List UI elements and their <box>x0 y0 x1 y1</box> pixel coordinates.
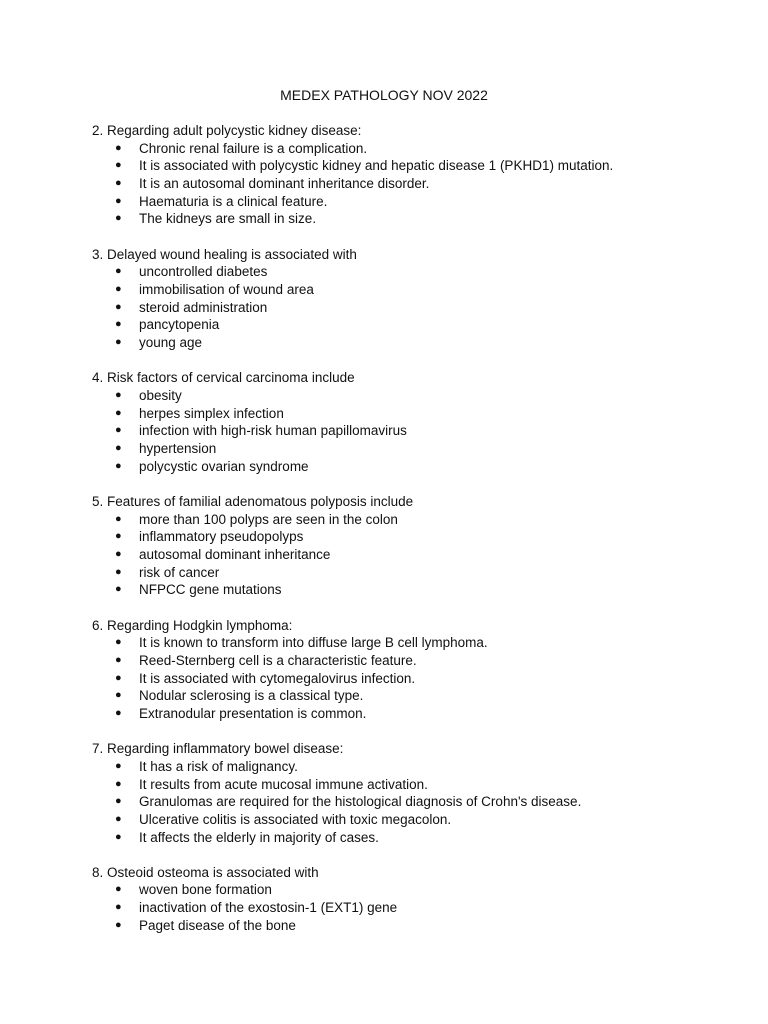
bullet-icon: ● <box>115 265 122 278</box>
option-text: It is associated with polycystic kidney and hepatic disease 1 (PKHD1) mutation. <box>139 158 614 174</box>
option-item <box>92 758 732 776</box>
bullet-icon: ● <box>115 512 122 525</box>
bullet-icon: ● <box>115 212 122 225</box>
bullet-icon: ● <box>115 830 122 843</box>
bullet-icon: ● <box>115 336 122 349</box>
bullet-icon: ● <box>115 442 122 454</box>
option-text: It is known to transform into diffuse large B cell lymphoma. <box>139 635 488 651</box>
bullet-icon: ● <box>115 795 122 808</box>
option-text: Nodular sclerosing is a classical type. <box>139 688 364 704</box>
bullet-icon: ● <box>115 300 122 313</box>
question-7 <box>92 740 732 846</box>
bullet-icon: ● <box>115 424 122 437</box>
bullet-icon: ● <box>115 141 122 154</box>
option-item <box>92 581 732 599</box>
option-item <box>92 316 732 334</box>
question-4 <box>92 369 732 475</box>
document-title: MEDEX PATHOLOGY NOV 2022 <box>280 87 488 103</box>
bullet-icon: ● <box>115 406 122 419</box>
bullet-icon: ● <box>115 671 122 684</box>
option-text: young age <box>139 335 203 351</box>
option-item <box>92 299 732 317</box>
option-item <box>92 546 732 564</box>
option-text: Haematuria is a clinical feature. <box>139 193 328 209</box>
option-text: Granulomas are required for the histological diagnosis of Crohn's disease. <box>139 794 582 810</box>
option-item <box>92 175 732 193</box>
option-list <box>92 634 732 722</box>
option-text: herpes simplex infection <box>139 405 284 421</box>
option-text: risk of cancer <box>139 564 220 580</box>
option-item <box>92 422 732 440</box>
option-item <box>92 793 732 811</box>
question-stem: 8. Osteoid osteoma is associated with <box>92 864 319 880</box>
option-item <box>92 281 732 299</box>
bullet-icon: ● <box>115 689 122 702</box>
option-item <box>92 528 732 546</box>
option-text: autosomal dominant inheritance <box>139 546 331 562</box>
bullet-icon: ● <box>115 530 122 543</box>
bullet-icon: ● <box>115 812 122 825</box>
option-item <box>92 917 732 935</box>
bullet-icon: ● <box>115 706 122 719</box>
bullet-icon: ● <box>115 883 122 896</box>
option-item <box>92 157 732 175</box>
option-item <box>92 811 732 829</box>
option-list <box>92 263 732 351</box>
bullet-icon: ● <box>115 901 122 914</box>
bullet-icon: ● <box>115 547 122 560</box>
question-stem: 7. Regarding inflammatory bowel disease: <box>92 741 344 757</box>
option-text: hypertension <box>139 441 217 456</box>
option-text: inflammatory pseudopolyps <box>139 529 304 545</box>
option-item <box>92 405 732 423</box>
option-text: Chronic renal failure is a complication. <box>139 140 368 156</box>
bullet-icon: ● <box>115 653 122 666</box>
option-text: It is an autosomal dominant inheritance disorder. <box>139 176 430 192</box>
question-stem: 6. Regarding Hodgkin lymphoma: <box>92 617 293 633</box>
bullet-icon: ● <box>115 318 122 331</box>
question-6 <box>92 617 732 723</box>
option-item <box>92 564 732 582</box>
option-text: It is associated with cytomegalovirus infection. <box>139 670 416 686</box>
option-item <box>92 634 732 652</box>
bullet-icon: ● <box>115 459 122 472</box>
option-item <box>92 670 732 688</box>
bullet-icon: ● <box>115 636 122 649</box>
option-text: steroid administration <box>139 299 268 315</box>
option-text: woven bone formation <box>139 882 272 898</box>
option-item <box>92 210 732 228</box>
bullet-icon: ● <box>115 918 122 931</box>
option-text: obesity <box>139 387 182 403</box>
option-text: more than 100 polyps are seen in the colon <box>139 511 398 527</box>
option-item <box>92 687 732 705</box>
option-text: uncontrolled diabetes <box>139 264 268 280</box>
option-list <box>92 140 732 228</box>
option-text: inactivation of the exostosin-1 (EXT1) gene <box>139 900 398 916</box>
bullet-icon: ● <box>115 159 122 172</box>
bullet-icon: ● <box>115 565 122 578</box>
option-item <box>92 829 732 847</box>
bullet-icon: ● <box>115 283 122 295</box>
option-item <box>92 193 732 211</box>
bullet-icon: ● <box>115 177 122 190</box>
bullet-icon: ● <box>115 194 122 207</box>
option-item <box>92 458 732 476</box>
option-text: It has a risk of malignancy. <box>139 758 298 774</box>
option-item <box>92 263 732 281</box>
option-text: Paget disease of the bone <box>139 917 296 933</box>
option-item <box>92 776 732 794</box>
option-item <box>92 440 732 458</box>
option-item <box>92 334 732 352</box>
option-item <box>92 881 732 899</box>
option-item <box>92 140 732 158</box>
option-text: Extranodular presentation is common. <box>139 705 367 721</box>
option-item <box>92 899 732 917</box>
option-item <box>92 652 732 670</box>
bullet-icon: ● <box>115 583 122 596</box>
question-3 <box>92 246 732 352</box>
bullet-icon: ● <box>115 777 122 790</box>
option-text: Reed-Sternberg cell is a characteristic feature. <box>139 652 417 668</box>
option-item <box>92 387 732 405</box>
option-list <box>92 881 732 934</box>
option-text: NFPCC gene mutations <box>139 582 282 598</box>
option-text: It affects the elderly in majority of cases. <box>139 829 379 845</box>
bullet-icon: ● <box>115 388 122 401</box>
option-text: Ulcerative colitis is associated with toxic megacolon. <box>139 811 452 827</box>
question-8 <box>92 864 732 935</box>
option-text: It results from acute mucosal immune activation. <box>139 776 428 792</box>
option-text: pancytopenia <box>139 317 220 333</box>
question-5 <box>92 493 732 599</box>
question-stem: 4. Risk factors of cervical carcinoma include <box>92 370 355 386</box>
option-text: The kidneys are small in size. <box>139 211 317 227</box>
question-stem: 3. Delayed wound healing is associated with <box>92 246 357 262</box>
option-list <box>92 758 732 846</box>
option-text: immobilisation of wound area <box>139 282 314 297</box>
option-text: infection with high-risk human papillomavirus <box>139 423 407 439</box>
question-2 <box>92 122 732 228</box>
option-list <box>92 387 732 475</box>
option-text: polycystic ovarian syndrome <box>139 458 309 474</box>
question-stem: 2. Regarding adult polycystic kidney disease: <box>92 123 362 138</box>
bullet-icon: ● <box>115 759 122 772</box>
option-list <box>92 511 732 599</box>
question-stem: 5. Features of familial adenomatous polyposis include <box>92 493 414 509</box>
question-list <box>92 122 732 952</box>
option-item <box>92 705 732 723</box>
option-item <box>92 511 732 529</box>
